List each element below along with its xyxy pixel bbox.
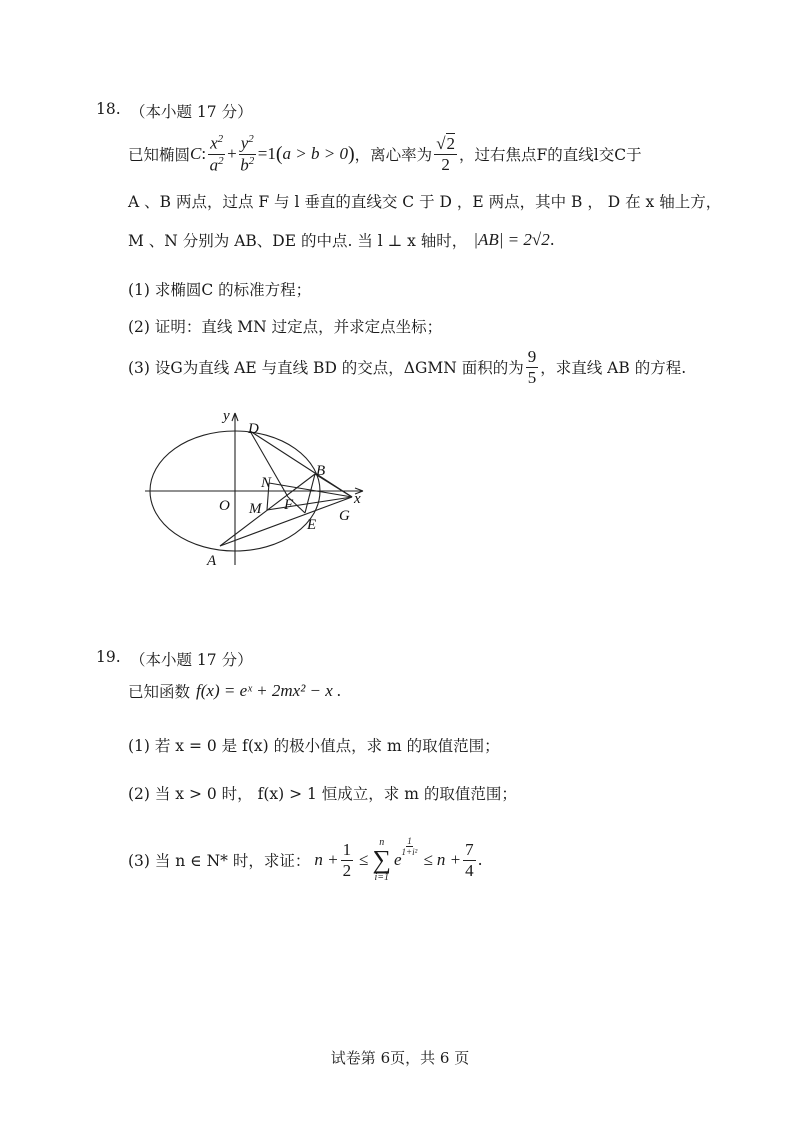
q18-line2: A 、B 两点，过点 F 与 l 垂直的直线交 C 于 D ，E 两点，其中 B ， D 在 x 轴上方， [128,193,722,211]
label-E: E [307,517,317,533]
q19-function: f(x) = eˣ + 2mx² − x . [196,681,342,700]
half-fraction: $\frac{1}{2}$ [342,839,352,880]
label-x: x [354,491,361,507]
q18-eq-tail: =1 [257,144,276,163]
q19-intro-line [128,680,341,702]
frac-x2-a2: $\frac{x^2}{a^2}$ [209,133,224,175]
label-M: M [249,501,262,517]
q18-line3: M 、N 分别为 AB、DE 的中点. 当 l ⊥ x 轴时， |AB| = 2√2 . [128,230,555,250]
q19-sub3: (3) 当 n ∈ N* 时，求证： n + $\frac{1}{2}$ ≤ n ∑ i=1 e $\frac{1}{\text{1+i²}}$ ≤ n + $\frac{7}{4}$ . [128,836,483,883]
q18-number: 18. [96,100,121,118]
q19-sub3-left: n + [314,850,339,869]
label-G: G [339,508,350,524]
area-fraction: $\frac{9}{5}$ [527,346,537,387]
label-N: N [261,475,272,491]
q19-sub2: (2) 当 x > 0 时， f(x) > 1 恒成立，求 m 的取值范围； [128,785,517,803]
q19-sub3-prefix: (3) 当 n ∈ N* 时，求证： [128,852,311,870]
q18-ab-length: |AB| = 2√2 [473,230,550,249]
q18-condition: a > b > 0 [282,144,348,163]
q18-line1-suffix: ，过右焦点F的直线l交C于 [459,146,642,164]
q18-intro-line: 已知椭圆 C : $\frac{x^2}{a^2}$ + $\frac{y^2}{b^2}$ =1 ( a > b > 0 ) ，离心率为 $\frac{√2}{2}$ ，过右焦点F的直线l交C于 [128,133,642,175]
q19-sub1: (1) 若 x = 0 是 f(x) 的极小值点，求 m 的取值范围； [128,737,500,755]
q19-sub3-mid: ≤ n + [423,850,462,869]
frac-y2-b2: $\frac{y^2}{b^2}$ [240,133,255,175]
q19-header: （本小题 17 分） [130,651,253,669]
label-F: F [284,497,294,513]
exp-base: e [394,850,402,869]
q18-sub1: (1) 求椭圆C 的标准方程； [128,281,312,299]
page-footer: 试卷第 6页，共 6 页 [330,1049,470,1067]
q19-intro: 已知函数 [128,683,191,701]
q18-sub3-suffix: ，求直线 AB 的方程. [540,359,687,377]
label-y: y [223,408,230,424]
q18-ecc-text: ，离心率为 [354,146,433,164]
label-D: D [248,421,259,437]
q18-line3-prefix: M 、N 分别为 AB、DE 的中点. 当 l ⊥ x 轴时， [128,232,468,250]
q18-intro-prefix: 已知椭圆 [128,146,191,164]
ellipse-diagram [145,405,380,575]
summation: n ∑ i=1 [372,837,391,883]
label-O: O [219,498,230,514]
q18-sub2: (2) 证明：直线 MN 过定点，并求定点坐标； [128,318,443,336]
exp-fraction: $\frac{1}{\text{1+i²}}$ [401,836,418,857]
seven-fourths-fraction: $\frac{7}{4}$ [465,839,474,880]
q18-sub3 [128,345,686,389]
label-A: A [207,553,217,569]
q18-header: （本小题 17 分） [130,103,253,121]
eccentricity-fraction: $\frac{√2}{2}$ [436,133,456,174]
q19-number: 19. [96,648,121,666]
q18-ellipse-label: C [190,144,202,163]
q18-sub3-prefix: (3) 设G为直线 AE 与直线 BD 的交点，ΔGMN 面积的为 [128,359,524,377]
label-B: B [316,463,326,479]
